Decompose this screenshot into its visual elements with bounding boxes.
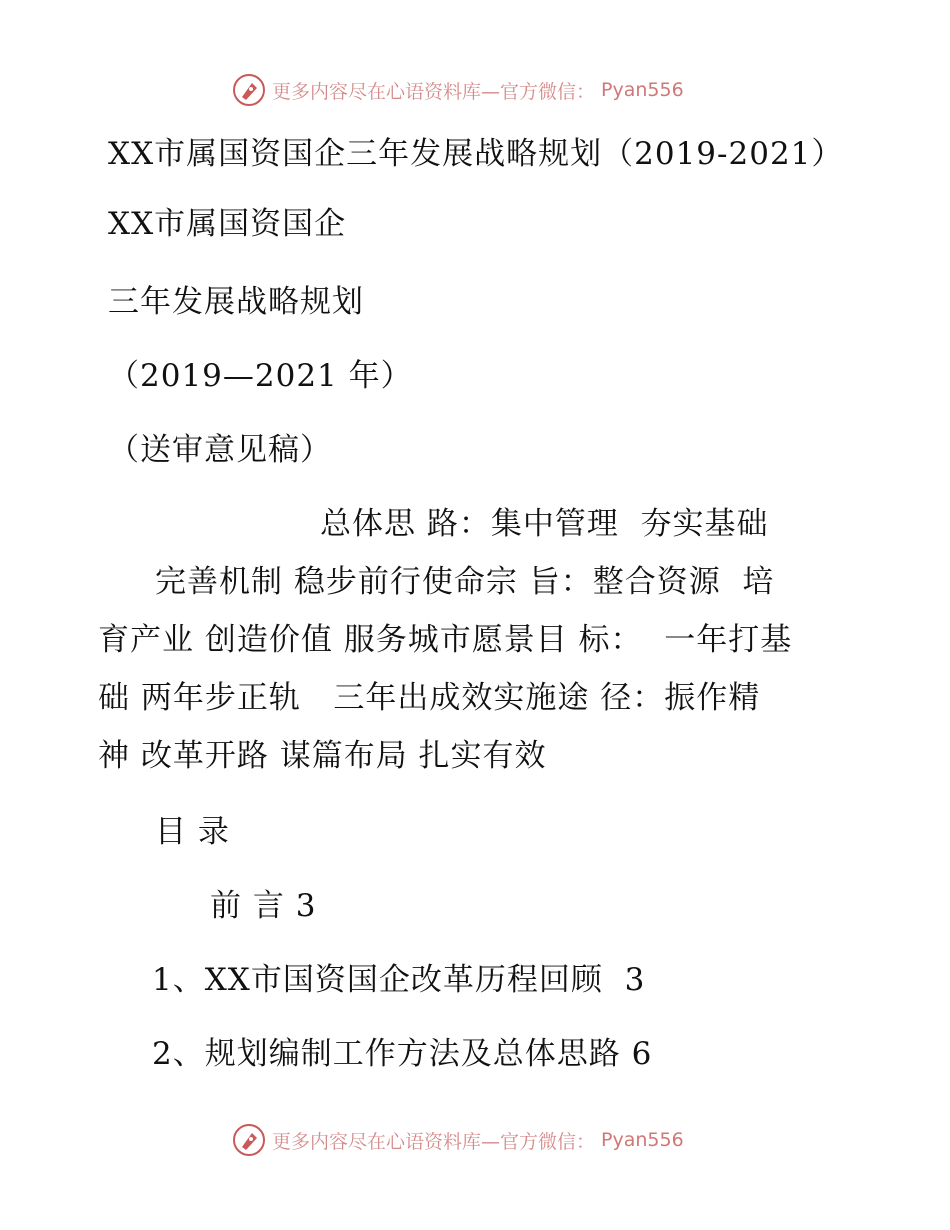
watermark-handle: Pyan556 bbox=[601, 1129, 684, 1151]
body-line-1: 总体思 路：集中管理 夯实基础 bbox=[320, 506, 769, 542]
header-line-4: （送审意见稿） bbox=[108, 432, 332, 468]
pen-nib-icon bbox=[232, 1123, 266, 1157]
watermark-top bbox=[232, 72, 684, 108]
body-line-3: 育产业 创造价值 服务城市愿景目 标： 一年打基 bbox=[98, 622, 793, 658]
watermark-bottom bbox=[232, 1122, 684, 1158]
pen-nib-icon bbox=[232, 73, 266, 107]
watermark-text: 更多内容尽在心语资料库—官方微信： bbox=[272, 1130, 596, 1153]
toc-heading: 目 录 bbox=[155, 814, 230, 850]
header-line-2: 三年发展战略规划 bbox=[108, 284, 364, 320]
toc-item-1: 1、XX市国资国企改革历程回顾 3 bbox=[152, 962, 646, 998]
toc-item-2: 2、规划编制工作方法及总体思路 6 bbox=[152, 1036, 653, 1072]
body-line-4: 础 两年步正轨 三年出成效实施途 径：振作精 bbox=[98, 680, 761, 716]
toc-item-preface: 前 言 3 bbox=[210, 888, 317, 924]
body-line-2: 完善机制 稳步前行使命宗 旨：整合资源 培 bbox=[155, 564, 775, 600]
header-line-1: XX市属国资国企 bbox=[108, 206, 347, 242]
watermark-handle: Pyan556 bbox=[601, 79, 684, 101]
header-line-3: （2019—2021 年） bbox=[108, 358, 413, 394]
body-line-5: 神 改革开路 谋篇布局 扎实有效 bbox=[98, 738, 547, 774]
document-title: XX市属国资国企三年发展战略规划（2019-2021） bbox=[108, 136, 844, 172]
watermark-text: 更多内容尽在心语资料库—官方微信： bbox=[272, 80, 596, 103]
